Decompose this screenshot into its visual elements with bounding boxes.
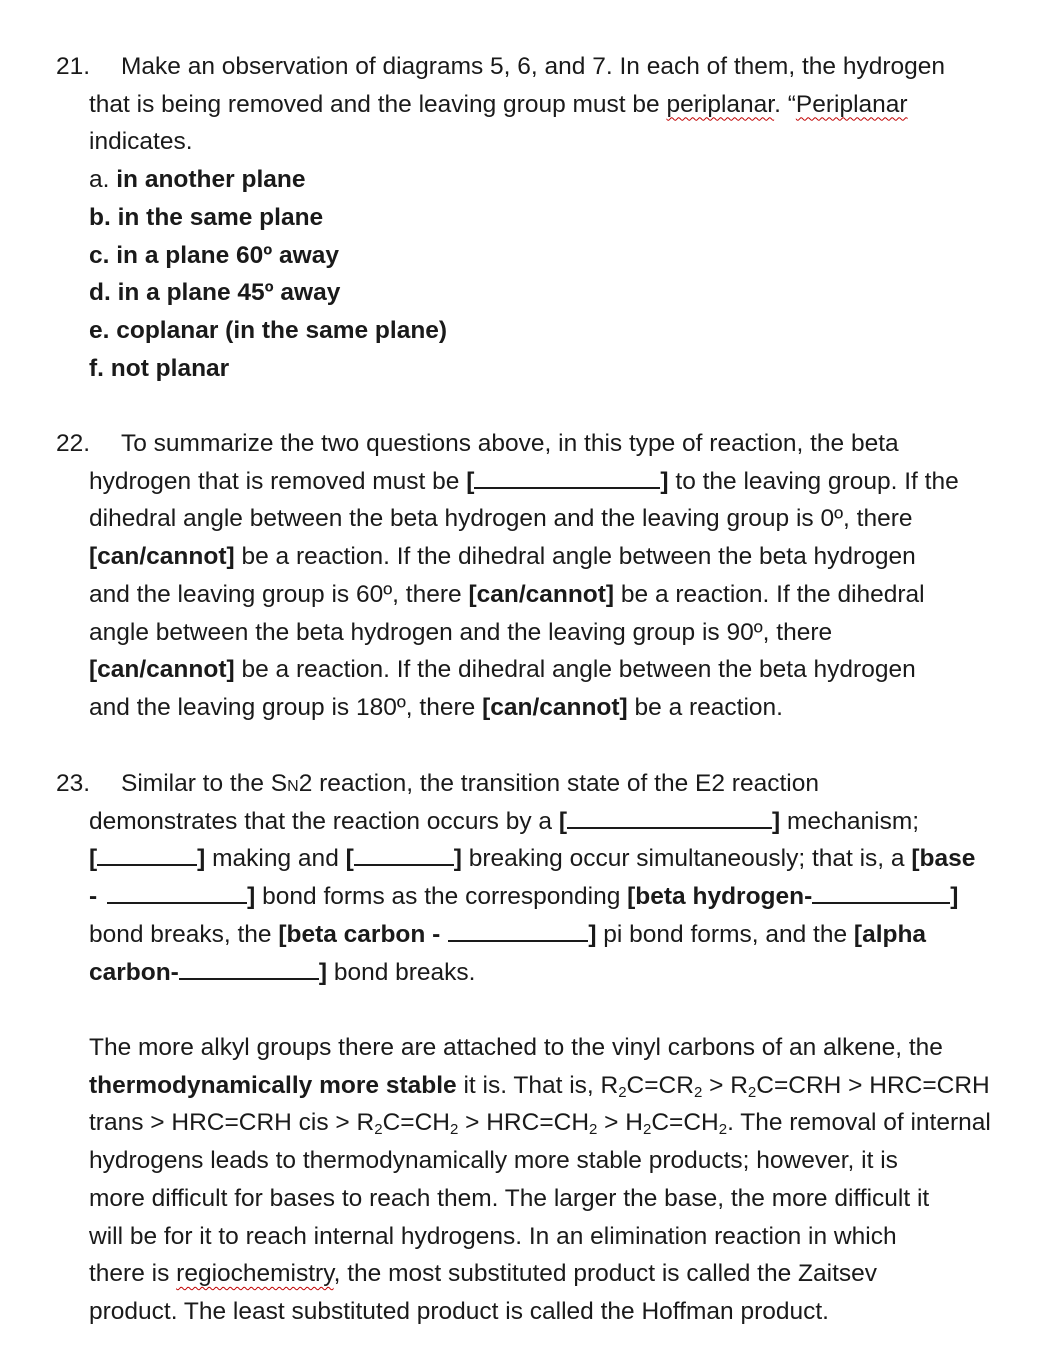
- text-span: bond forms as the corresponding: [255, 883, 628, 911]
- subscript: 2: [589, 1121, 598, 1139]
- option-e: [89, 312, 447, 350]
- text-span: and the leaving group is 60º, there: [89, 580, 469, 608]
- text-span: C=CRH > HRC=CRH: [756, 1071, 990, 1099]
- text-line: [89, 803, 919, 841]
- option-b: [89, 199, 323, 237]
- option-letter: a.: [89, 166, 117, 194]
- text-span: mechanism;: [780, 807, 920, 835]
- bold-term: [beta hydrogen-: [627, 883, 813, 911]
- bold-term: carbon-: [89, 958, 179, 986]
- choice-can-cannot: [can/cannot]: [89, 656, 235, 684]
- text-line: Make an observation of diagrams 5, 6, and 7. In each of them, the hydrogen: [121, 53, 945, 80]
- answer-blank[interactable]: [107, 880, 247, 904]
- subscript: 2: [642, 1121, 652, 1139]
- choice-can-cannot: [can/cannot]: [482, 693, 628, 721]
- text-line: [89, 1255, 877, 1293]
- text-line: [89, 463, 959, 501]
- bracket: ]: [660, 467, 669, 495]
- text-line: To summarize the two questions above, in this type of reaction, the beta: [121, 430, 899, 457]
- answer-blank[interactable]: [812, 880, 950, 904]
- answer-blank[interactable]: [97, 842, 197, 866]
- spellcheck-word: periplanar: [666, 90, 775, 118]
- text-span: demonstrates that the reaction occurs by a: [89, 807, 559, 835]
- bracket: ]: [950, 883, 959, 911]
- option-text: f. not planar: [89, 354, 230, 382]
- text-span: > R: [702, 1071, 748, 1099]
- subscript: 2: [374, 1121, 383, 1139]
- text-span: that is being removed and the leaving group must be: [89, 90, 667, 118]
- text-span: Similar to the S: [121, 770, 288, 797]
- bracket: ]: [318, 958, 328, 986]
- bold-term: [base: [911, 845, 976, 873]
- text-line: dihedral angle between the beta hydrogen and the leaving group is 0º, there: [89, 505, 913, 533]
- text-span: be a reaction. If the dihedral angle between the beta hydrogen: [234, 543, 916, 571]
- bold-term: [beta carbon -: [278, 920, 441, 948]
- text-line: [89, 651, 916, 689]
- bracket: ]: [247, 883, 256, 911]
- answer-blank[interactable]: [474, 465, 660, 489]
- text-span: > HRC=CH: [458, 1109, 590, 1137]
- question-number: 21.: [56, 53, 91, 80]
- text-span: be a reaction. If the dihedral angle between the beta hydrogen: [234, 656, 916, 684]
- text-line: [89, 538, 916, 576]
- text-line: more difficult for bases to reach them. The larger the base, the more difficult it: [89, 1184, 930, 1212]
- text-line: [121, 765, 819, 806]
- text-span: breaking occur simultaneously; that is, a: [461, 845, 912, 873]
- subscript: 2: [449, 1121, 459, 1139]
- option-text: e. coplanar (in the same plane): [89, 316, 448, 344]
- subscript: 2: [718, 1121, 728, 1139]
- answer-blank[interactable]: [354, 842, 454, 866]
- text-line: [89, 576, 925, 614]
- text-span: be a reaction. If the dihedral: [614, 580, 925, 608]
- question-number: 23.: [56, 770, 91, 797]
- bracket: [: [558, 807, 568, 835]
- text-span: trans > HRC=CRH cis > R: [89, 1109, 375, 1137]
- bold-term: thermodynamically more stable: [89, 1071, 457, 1099]
- text-span: C=CR: [626, 1071, 694, 1099]
- option-d: [89, 274, 340, 312]
- bracket: ]: [197, 845, 206, 873]
- text-line: [89, 689, 783, 727]
- text-span: bond breaks, the: [89, 920, 279, 948]
- text-line: The more alkyl groups there are attached to the vinyl carbons of an alkene, the: [89, 1034, 943, 1061]
- bracket: [: [89, 845, 98, 873]
- text-span: pi bond forms, and the: [596, 920, 854, 948]
- text-span: be a reaction.: [627, 693, 783, 721]
- text-span: and the leaving group is 180º, there: [89, 693, 483, 721]
- option-c: [89, 237, 339, 275]
- bracket: ]: [772, 807, 781, 835]
- option-text: d. in a plane 45º away: [89, 279, 341, 307]
- answer-blank[interactable]: [448, 918, 588, 942]
- question-number: 22.: [56, 430, 91, 457]
- bold-term: -: [89, 883, 98, 911]
- bold-term: [alpha: [853, 920, 927, 948]
- text-line: will be for it to reach internal hydrogens. In an elimination reaction in which: [89, 1222, 897, 1250]
- option-a: [89, 161, 305, 199]
- choice-can-cannot: [can/cannot]: [89, 543, 235, 571]
- text-span: 2 reaction, the transition state of the E2 reaction: [298, 770, 819, 797]
- subscript: 2: [747, 1083, 757, 1101]
- text-line: angle between the beta hydrogen and the leaving group is 90º, there: [89, 618, 833, 646]
- option-text: in another plane: [116, 166, 306, 194]
- text-line: [89, 1104, 991, 1142]
- subscript: 2: [618, 1083, 627, 1101]
- text-line: [89, 878, 958, 916]
- answer-blank[interactable]: [567, 805, 772, 829]
- text-line: indicates.: [89, 128, 193, 156]
- option-f: [89, 350, 229, 388]
- text-line: [89, 954, 475, 992]
- bracket: [: [345, 845, 354, 873]
- text-line: product. The least substituted product is called the Hoffman product.: [89, 1297, 829, 1325]
- text-span: . The removal of internal: [727, 1109, 991, 1137]
- text-span: , the most substituted product is called the Zaitsev: [333, 1260, 877, 1288]
- text-span: C=CH: [382, 1109, 450, 1137]
- text-span: C=CH: [651, 1109, 719, 1137]
- text-span: > H: [597, 1109, 643, 1137]
- choice-can-cannot: [can/cannot]: [468, 580, 615, 608]
- bracket: ]: [453, 845, 462, 873]
- answer-blank[interactable]: [179, 956, 319, 980]
- bracket: ]: [588, 920, 597, 948]
- spellcheck-word: Periplanar: [795, 90, 908, 118]
- text-span: hydrogen that is removed must be: [89, 467, 467, 495]
- text-line: [89, 86, 908, 124]
- spellcheck-word: regiochemistry: [176, 1260, 334, 1288]
- text-span: N: [287, 778, 299, 795]
- text-span: bond breaks.: [327, 958, 476, 986]
- text-span: to the leaving group. If the: [668, 467, 959, 495]
- text-span: there is: [89, 1260, 177, 1288]
- text-line: [89, 1067, 990, 1105]
- text-line: hydrogens leads to thermodynamically more stable products; however, it is: [89, 1147, 898, 1175]
- text-line: [89, 916, 926, 954]
- bracket: [: [466, 467, 475, 495]
- option-text: b. in the same plane: [89, 203, 324, 231]
- option-text: c. in a plane 60º away: [89, 241, 339, 269]
- text-line: [89, 840, 975, 878]
- text-span: it is. That is, R: [456, 1071, 619, 1099]
- subscript: 2: [693, 1083, 703, 1101]
- text-span: . “: [774, 90, 796, 118]
- text-span: making and: [205, 845, 346, 873]
